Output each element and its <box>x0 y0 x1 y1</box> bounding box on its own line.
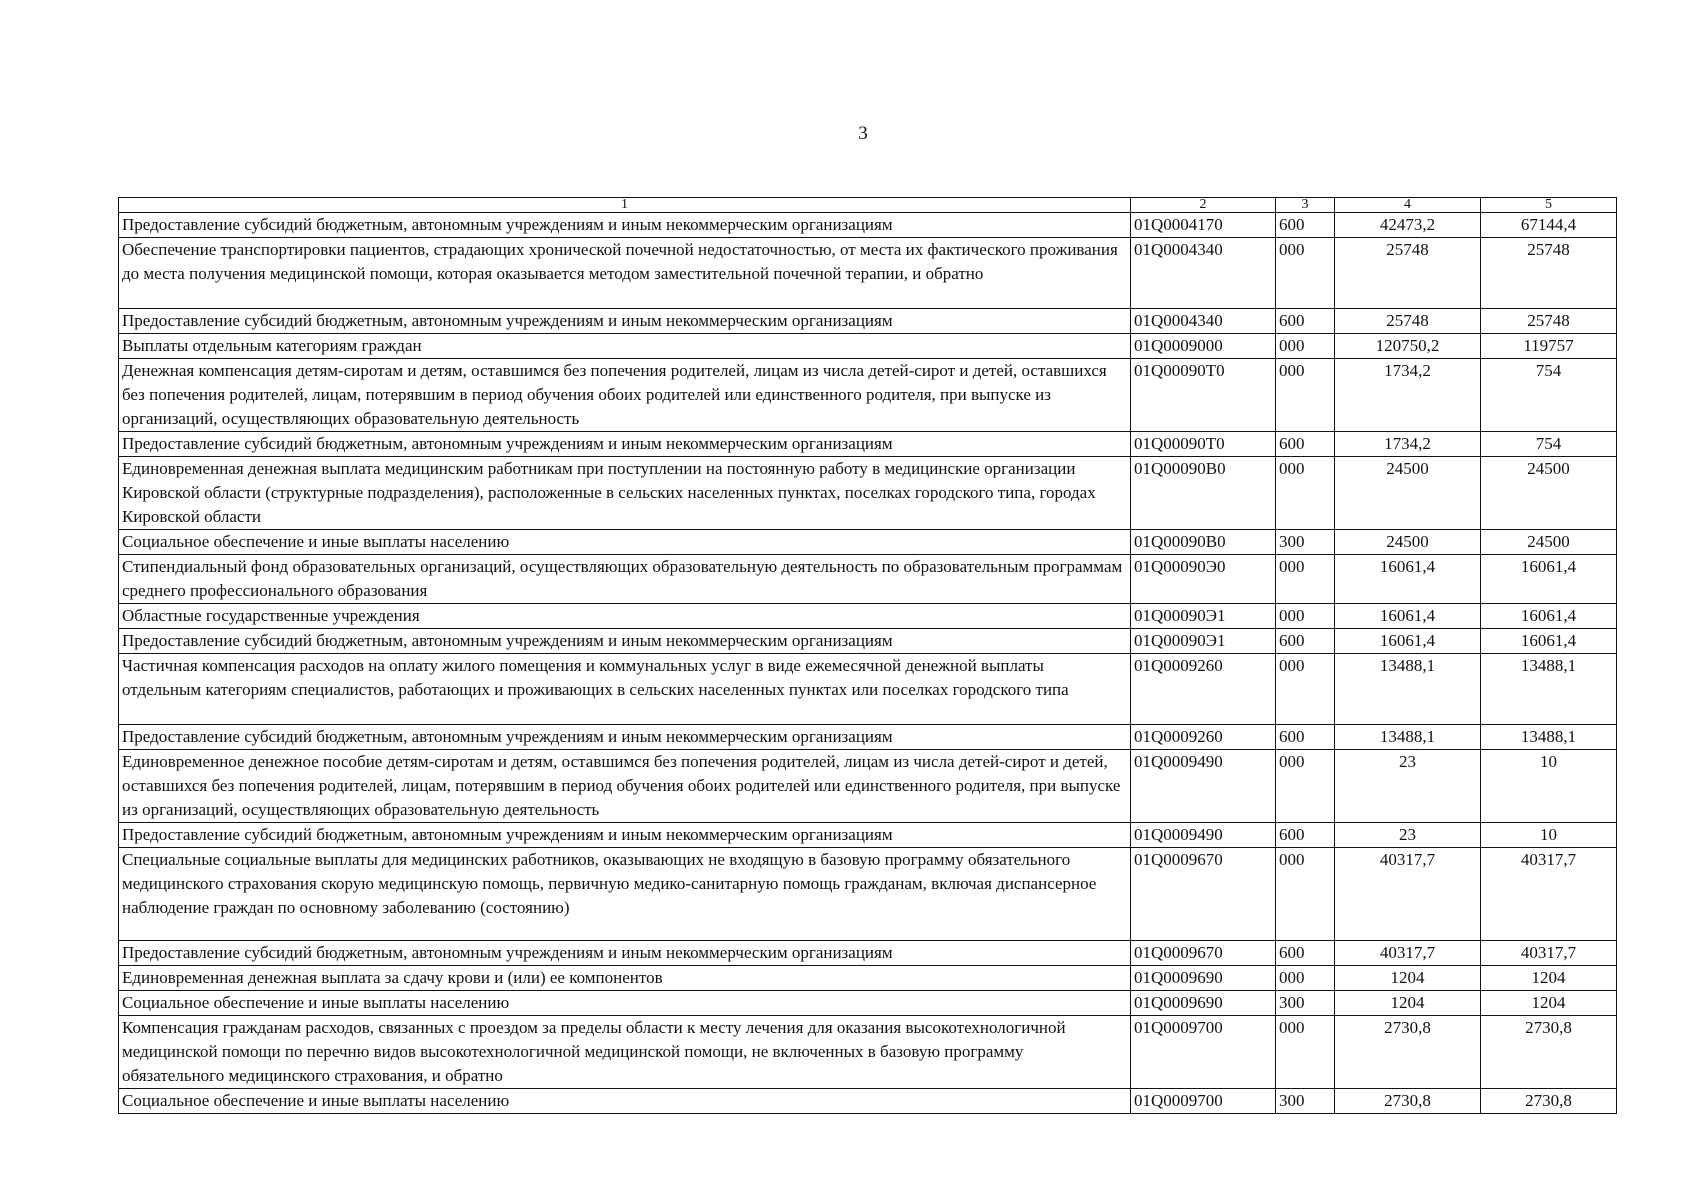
row-value-col4-cell: 1734,2 <box>1335 432 1481 457</box>
row-value-col5-cell: 16061,4 <box>1481 555 1617 604</box>
row-code-cell: 01Q0009700 <box>1131 1089 1276 1114</box>
row-name-cell: Предоставление субсидий бюджетным, автономным учреждениям и иным некоммерческим организациям <box>119 432 1131 457</box>
row-code-cell: 01Q00090B0 <box>1131 457 1276 530</box>
row-value-col5-cell: 25748 <box>1481 309 1617 334</box>
row-value-col5-cell: 67144,4 <box>1481 213 1617 238</box>
row-value-col5-cell: 2730,8 <box>1481 1089 1617 1114</box>
column-header: 4 <box>1335 198 1481 213</box>
row-code-cell: 01Q0004340 <box>1131 238 1276 309</box>
row-type-cell: 000 <box>1276 359 1335 432</box>
table-row <box>119 359 1617 432</box>
row-type-cell: 600 <box>1276 823 1335 848</box>
row-code-cell: 01Q0009670 <box>1131 941 1276 966</box>
row-value-col4-cell: 1734,2 <box>1335 359 1481 432</box>
row-code-cell: 01Q00090Э0 <box>1131 555 1276 604</box>
row-value-col5-cell: 40317,7 <box>1481 848 1617 941</box>
row-code-cell: 01Q00090T0 <box>1131 359 1276 432</box>
table-row <box>119 213 1617 238</box>
row-value-col4-cell: 2730,8 <box>1335 1089 1481 1114</box>
table-row <box>119 555 1617 604</box>
row-name-cell: Денежная компенсация детям-сиротам и детям, оставшимся без попечения родителей, лицам из числа детей-сирот и детей, оставшихся без попечения родителей, лицам, потерявшим в период обучения обоих родителей или единственного родителя, при выпуске из организаций, осуществляющих образовательную деятельность <box>119 359 1131 432</box>
row-name-cell: Предоставление субсидий бюджетным, автономным учреждениям и иным некоммерческим организациям <box>119 309 1131 334</box>
row-code-cell: 01Q00090B0 <box>1131 530 1276 555</box>
row-name-cell: Обеспечение транспортировки пациентов, страдающих хронической почечной недостаточностью, от места их фактического проживания до места получения медицинской помощи, которая оказывается методом заместительной почечной терапии, и обратно <box>119 238 1131 309</box>
row-name-cell: Частичная компенсация расходов на оплату жилого помещения и коммунальных услуг в виде ежемесячной денежной выплаты отдельным категориям специалистов, работающих и проживающих в сельских населенных пунктах или поселках городского типа <box>119 654 1131 725</box>
row-type-cell: 000 <box>1276 457 1335 530</box>
table-row <box>119 604 1617 629</box>
row-value-col4-cell: 120750,2 <box>1335 334 1481 359</box>
row-code-cell: 01Q0009690 <box>1131 991 1276 1016</box>
row-type-cell: 000 <box>1276 654 1335 725</box>
row-value-col5-cell: 24500 <box>1481 530 1617 555</box>
row-value-col4-cell: 13488,1 <box>1335 654 1481 725</box>
row-type-cell: 000 <box>1276 604 1335 629</box>
row-value-col5-cell: 40317,7 <box>1481 941 1617 966</box>
table-row <box>119 629 1617 654</box>
table-row <box>119 334 1617 359</box>
row-type-cell: 300 <box>1276 530 1335 555</box>
table-row <box>119 1089 1617 1114</box>
row-value-col4-cell: 16061,4 <box>1335 629 1481 654</box>
row-value-col5-cell: 13488,1 <box>1481 654 1617 725</box>
row-value-col4-cell: 16061,4 <box>1335 604 1481 629</box>
row-type-cell: 000 <box>1276 1016 1335 1089</box>
row-type-cell: 000 <box>1276 555 1335 604</box>
row-value-col5-cell: 10 <box>1481 823 1617 848</box>
row-name-cell: Предоставление субсидий бюджетным, автономным учреждениям и иным некоммерческим организациям <box>119 629 1131 654</box>
row-type-cell: 600 <box>1276 725 1335 750</box>
page-number: 3 <box>858 123 868 144</box>
row-name-cell: Социальное обеспечение и иные выплаты населению <box>119 530 1131 555</box>
row-code-cell: 01Q0009670 <box>1131 848 1276 941</box>
row-value-col5-cell: 16061,4 <box>1481 604 1617 629</box>
row-code-cell: 01Q00090Э1 <box>1131 604 1276 629</box>
row-name-cell: Предоставление субсидий бюджетным, автономным учреждениям и иным некоммерческим организациям <box>119 941 1131 966</box>
table-row <box>119 654 1617 725</box>
row-code-cell: 01Q0004340 <box>1131 309 1276 334</box>
row-code-cell: 01Q0009260 <box>1131 725 1276 750</box>
row-name-cell: Предоставление субсидий бюджетным, автономным учреждениям и иным некоммерческим организациям <box>119 213 1131 238</box>
row-code-cell: 01Q0009490 <box>1131 750 1276 823</box>
row-name-cell: Стипендиальный фонд образовательных организаций, осуществляющих образовательную деятельность по образовательным программам среднего профессионального образования <box>119 555 1131 604</box>
row-name-cell: Социальное обеспечение и иные выплаты населению <box>119 1089 1131 1114</box>
row-name-cell: Социальное обеспечение и иные выплаты населению <box>119 991 1131 1016</box>
row-type-cell: 300 <box>1276 991 1335 1016</box>
row-code-cell: 01Q0009690 <box>1131 966 1276 991</box>
table-row <box>119 530 1617 555</box>
table-row <box>119 941 1617 966</box>
table-row <box>119 238 1617 309</box>
table-row <box>119 1016 1617 1089</box>
row-value-col5-cell: 754 <box>1481 359 1617 432</box>
table-row <box>119 457 1617 530</box>
row-code-cell: 01Q0009000 <box>1131 334 1276 359</box>
row-code-cell: 01Q0009490 <box>1131 823 1276 848</box>
row-value-col4-cell: 24500 <box>1335 457 1481 530</box>
row-code-cell: 01Q0004170 <box>1131 213 1276 238</box>
row-code-cell: 01Q0009260 <box>1131 654 1276 725</box>
row-value-col4-cell: 2730,8 <box>1335 1016 1481 1089</box>
row-name-cell: Единовременная денежная выплата за сдачу крови и (или) ее компонентов <box>119 966 1131 991</box>
row-value-col4-cell: 25748 <box>1335 238 1481 309</box>
column-header: 3 <box>1276 198 1335 213</box>
table-row <box>119 823 1617 848</box>
table-row <box>119 966 1617 991</box>
table-row <box>119 309 1617 334</box>
column-header: 2 <box>1131 198 1276 213</box>
table-row <box>119 432 1617 457</box>
row-type-cell: 600 <box>1276 213 1335 238</box>
row-value-col4-cell: 40317,7 <box>1335 848 1481 941</box>
row-type-cell: 600 <box>1276 629 1335 654</box>
row-value-col5-cell: 24500 <box>1481 457 1617 530</box>
column-header: 1 <box>119 198 1131 213</box>
table-row <box>119 848 1617 941</box>
row-value-col4-cell: 1204 <box>1335 991 1481 1016</box>
row-value-col4-cell: 24500 <box>1335 530 1481 555</box>
row-value-col5-cell: 2730,8 <box>1481 1016 1617 1089</box>
row-code-cell: 01Q0009700 <box>1131 1016 1276 1089</box>
row-name-cell: Областные государственные учреждения <box>119 604 1131 629</box>
column-header: 5 <box>1481 198 1617 213</box>
row-type-cell: 600 <box>1276 432 1335 457</box>
row-value-col5-cell: 754 <box>1481 432 1617 457</box>
row-type-cell: 000 <box>1276 848 1335 941</box>
row-value-col5-cell: 10 <box>1481 750 1617 823</box>
row-value-col4-cell: 13488,1 <box>1335 725 1481 750</box>
row-value-col4-cell: 16061,4 <box>1335 555 1481 604</box>
row-type-cell: 600 <box>1276 309 1335 334</box>
row-name-cell: Специальные социальные выплаты для медицинских работников, оказывающих не входящую в базовую программу обязательного медицинского страхования скорую медицинскую помощь, первичную медико-санитарную помощь гражданам, включая диспансерное наблюдение граждан по основному заболеванию (состоянию) <box>119 848 1131 941</box>
row-name-cell: Выплаты отдельным категориям граждан <box>119 334 1131 359</box>
table-row <box>119 991 1617 1016</box>
row-value-col5-cell: 119757 <box>1481 334 1617 359</box>
row-code-cell: 01Q00090Э1 <box>1131 629 1276 654</box>
row-name-cell: Предоставление субсидий бюджетным, автономным учреждениям и иным некоммерческим организациям <box>119 823 1131 848</box>
row-value-col4-cell: 40317,7 <box>1335 941 1481 966</box>
row-value-col5-cell: 16061,4 <box>1481 629 1617 654</box>
table-header-row <box>119 198 1617 213</box>
row-type-cell: 000 <box>1276 334 1335 359</box>
row-name-cell: Компенсация гражданам расходов, связанных с проездом за пределы области к месту лечения для оказания высокотехнологичной медицинской помощи по перечню видов высокотехнологичной медицинской помощи, не включенных в базовую программу обязательного медицинского страхования, и обратно <box>119 1016 1131 1089</box>
row-value-col4-cell: 23 <box>1335 823 1481 848</box>
row-value-col4-cell: 23 <box>1335 750 1481 823</box>
row-value-col5-cell: 13488,1 <box>1481 725 1617 750</box>
row-type-cell: 600 <box>1276 941 1335 966</box>
row-value-col4-cell: 1204 <box>1335 966 1481 991</box>
row-value-col4-cell: 25748 <box>1335 309 1481 334</box>
row-name-cell: Единовременное денежное пособие детям-сиротам и детям, оставшимся без попечения родителей, лицам из числа детей-сирот и детей, оставшихся без попечения родителей, лицам, потерявшим в период обучения обоих родителей или единственного родителя, при выпуске из организаций, осуществляющих образовательную деятельность <box>119 750 1131 823</box>
table-row <box>119 750 1617 823</box>
row-type-cell: 300 <box>1276 1089 1335 1114</box>
budget-table <box>118 197 1617 1114</box>
row-value-col4-cell: 42473,2 <box>1335 213 1481 238</box>
row-type-cell: 000 <box>1276 966 1335 991</box>
row-value-col5-cell: 25748 <box>1481 238 1617 309</box>
row-name-cell: Единовременная денежная выплата медицинским работникам при поступлении на постоянную работу в медицинские организации Кировской области (структурные подразделения), расположенные в сельских населенных пунктах, поселках городского типа, городах Кировской области <box>119 457 1131 530</box>
row-code-cell: 01Q00090T0 <box>1131 432 1276 457</box>
row-value-col5-cell: 1204 <box>1481 966 1617 991</box>
row-name-cell: Предоставление субсидий бюджетным, автономным учреждениям и иным некоммерческим организациям <box>119 725 1131 750</box>
row-type-cell: 000 <box>1276 238 1335 309</box>
row-value-col5-cell: 1204 <box>1481 991 1617 1016</box>
table-row <box>119 725 1617 750</box>
row-type-cell: 000 <box>1276 750 1335 823</box>
